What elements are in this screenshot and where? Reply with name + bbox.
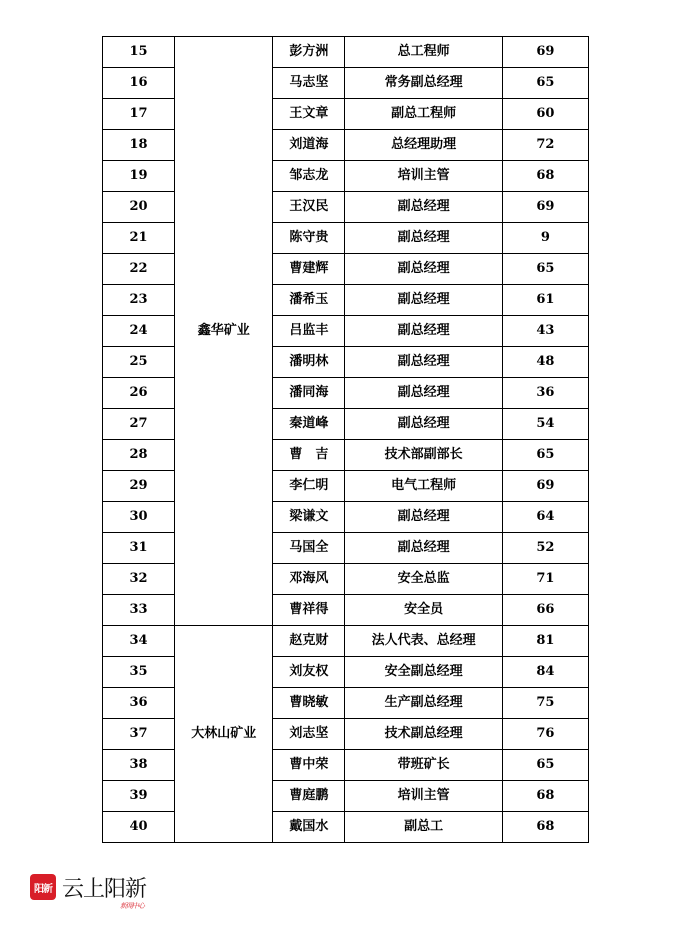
table-row xyxy=(103,626,589,657)
name-cell: 曹建辉 xyxy=(273,254,345,285)
score-cell: 60 xyxy=(502,99,588,130)
title-cell: 副总经理 xyxy=(345,254,502,285)
score-cell: 61 xyxy=(502,285,588,316)
name-cell: 秦道峰 xyxy=(273,409,345,440)
row-number-cell: 18 xyxy=(103,130,175,161)
name-cell: 潘希玉 xyxy=(273,285,345,316)
row-number-cell: 15 xyxy=(103,37,175,68)
score-cell: 68 xyxy=(502,812,588,843)
personnel-score-table xyxy=(102,36,589,843)
score-cell: 9 xyxy=(502,223,588,254)
logo-text xyxy=(62,872,147,910)
name-cell: 曹晓敏 xyxy=(273,688,345,719)
name-cell: 刘志坚 xyxy=(273,719,345,750)
title-cell: 总经理助理 xyxy=(345,130,502,161)
company-cell: 大林山矿业 xyxy=(175,626,273,843)
name-cell: 梁谦文 xyxy=(273,502,345,533)
name-cell: 曹祥得 xyxy=(273,595,345,626)
table-body xyxy=(103,37,589,843)
score-cell: 65 xyxy=(502,750,588,781)
score-cell: 65 xyxy=(502,254,588,285)
name-cell: 吕监丰 xyxy=(273,316,345,347)
row-number-cell: 31 xyxy=(103,533,175,564)
title-cell: 生产副总经理 xyxy=(345,688,502,719)
title-cell: 副总经理 xyxy=(345,347,502,378)
name-cell: 李仁明 xyxy=(273,471,345,502)
score-cell: 65 xyxy=(502,440,588,471)
score-cell: 71 xyxy=(502,564,588,595)
row-number-cell: 33 xyxy=(103,595,175,626)
score-cell: 69 xyxy=(502,471,588,502)
logo-subtitle: 新闻中心 xyxy=(120,901,145,910)
title-cell: 副总经理 xyxy=(345,502,502,533)
title-cell: 副总工程师 xyxy=(345,99,502,130)
score-cell: 68 xyxy=(502,781,588,812)
score-cell: 69 xyxy=(502,192,588,223)
name-cell: 陈守贵 xyxy=(273,223,345,254)
footer-logo xyxy=(30,872,147,910)
name-cell: 彭方洲 xyxy=(273,37,345,68)
row-number-cell: 32 xyxy=(103,564,175,595)
name-cell: 邓海风 xyxy=(273,564,345,595)
score-cell: 54 xyxy=(502,409,588,440)
name-cell: 马国全 xyxy=(273,533,345,564)
title-cell: 常务副总经理 xyxy=(345,68,502,99)
score-cell: 65 xyxy=(502,68,588,99)
row-number-cell: 29 xyxy=(103,471,175,502)
logo-mark: 阳新 xyxy=(30,874,56,900)
title-cell: 培训主管 xyxy=(345,161,502,192)
score-cell: 68 xyxy=(502,161,588,192)
score-cell: 48 xyxy=(502,347,588,378)
title-cell: 副总经理 xyxy=(345,192,502,223)
score-cell: 75 xyxy=(502,688,588,719)
score-cell: 66 xyxy=(502,595,588,626)
score-cell: 64 xyxy=(502,502,588,533)
company-cell: 鑫华矿业 xyxy=(175,37,273,626)
score-cell: 81 xyxy=(502,626,588,657)
row-number-cell: 35 xyxy=(103,657,175,688)
row-number-cell: 38 xyxy=(103,750,175,781)
name-cell: 马志坚 xyxy=(273,68,345,99)
title-cell: 安全员 xyxy=(345,595,502,626)
row-number-cell: 40 xyxy=(103,812,175,843)
score-cell: 36 xyxy=(502,378,588,409)
title-cell: 总工程师 xyxy=(345,37,502,68)
title-cell: 电气工程师 xyxy=(345,471,502,502)
title-cell: 副总工 xyxy=(345,812,502,843)
score-cell: 69 xyxy=(502,37,588,68)
name-cell: 王汉民 xyxy=(273,192,345,223)
title-cell: 法人代表、总经理 xyxy=(345,626,502,657)
row-number-cell: 27 xyxy=(103,409,175,440)
title-cell: 副总经理 xyxy=(345,409,502,440)
row-number-cell: 19 xyxy=(103,161,175,192)
logo-title: 云上阳新 xyxy=(62,876,147,902)
title-cell: 安全副总经理 xyxy=(345,657,502,688)
title-cell: 副总经理 xyxy=(345,285,502,316)
title-cell: 副总经理 xyxy=(345,378,502,409)
row-number-cell: 21 xyxy=(103,223,175,254)
row-number-cell: 30 xyxy=(103,502,175,533)
table-row xyxy=(103,37,589,68)
score-cell: 72 xyxy=(502,130,588,161)
row-number-cell: 23 xyxy=(103,285,175,316)
score-cell: 43 xyxy=(502,316,588,347)
score-cell: 76 xyxy=(502,719,588,750)
row-number-cell: 16 xyxy=(103,68,175,99)
row-number-cell: 22 xyxy=(103,254,175,285)
name-cell: 赵克财 xyxy=(273,626,345,657)
row-number-cell: 37 xyxy=(103,719,175,750)
title-cell: 副总经理 xyxy=(345,533,502,564)
row-number-cell: 25 xyxy=(103,347,175,378)
name-cell: 刘道海 xyxy=(273,130,345,161)
name-cell: 邹志龙 xyxy=(273,161,345,192)
row-number-cell: 39 xyxy=(103,781,175,812)
name-cell: 潘同海 xyxy=(273,378,345,409)
row-number-cell: 26 xyxy=(103,378,175,409)
name-cell: 王文章 xyxy=(273,99,345,130)
row-number-cell: 24 xyxy=(103,316,175,347)
name-cell: 戴国水 xyxy=(273,812,345,843)
title-cell: 副总经理 xyxy=(345,316,502,347)
title-cell: 技术部副部长 xyxy=(345,440,502,471)
name-cell: 潘明林 xyxy=(273,347,345,378)
name-cell: 曹庭鹏 xyxy=(273,781,345,812)
score-cell: 52 xyxy=(502,533,588,564)
name-cell: 曹 吉 xyxy=(273,440,345,471)
title-cell: 副总经理 xyxy=(345,223,502,254)
title-cell: 带班矿长 xyxy=(345,750,502,781)
row-number-cell: 17 xyxy=(103,99,175,130)
title-cell: 培训主管 xyxy=(345,781,502,812)
title-cell: 技术副总经理 xyxy=(345,719,502,750)
row-number-cell: 28 xyxy=(103,440,175,471)
name-cell: 刘友权 xyxy=(273,657,345,688)
score-cell: 84 xyxy=(502,657,588,688)
row-number-cell: 20 xyxy=(103,192,175,223)
row-number-cell: 34 xyxy=(103,626,175,657)
title-cell: 安全总监 xyxy=(345,564,502,595)
name-cell: 曹中荣 xyxy=(273,750,345,781)
row-number-cell: 36 xyxy=(103,688,175,719)
